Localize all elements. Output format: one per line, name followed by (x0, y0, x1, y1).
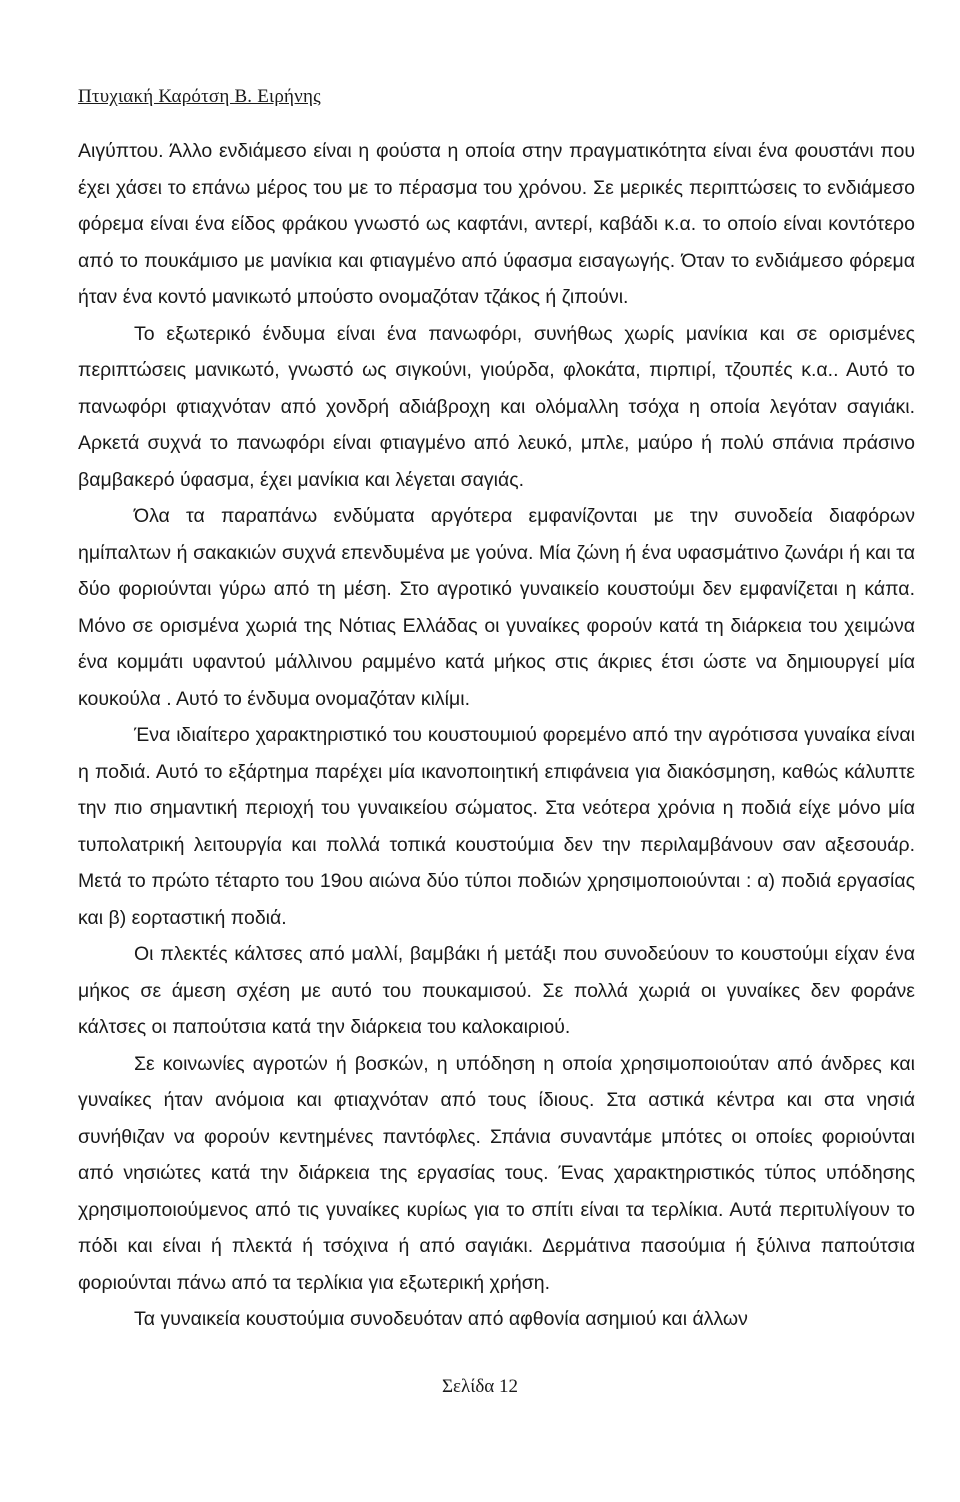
body-text (78, 133, 915, 1338)
paragraph: Ένα ιδιαίτερο χαρακτηριστικό του κουστουμιού φορεμένο από την αγρότισσα γυναίκα είναι η ποδιά. Αυτό το εξάρτημα παρέχει μία ικανοποιητική επιφάνεια για διακόσμηση, καθώς κάλυπτε την πιο σημαντική περιοχή του γυναικείου σώματος. Στα νεότερα χρόνια η ποδιά είχε μόνο μία τυπολατρική λειτουργία και πολλά τοπικά κουστούμια δεν την περιλαμβάνουν σαν αξεσουάρ. Μετά το πρώτο τέταρτο του 19ου αιώνα δύο τύποι ποδιών χρησιμοποιούνται : α) ποδιά εργασίας και β) εορταστική ποδιά. (78, 724, 915, 929)
paragraph: Σε κοινωνίες αγροτών ή βοσκών, η υπόδηση η οποία χρησιμοποιούταν από άνδρες και γυναίκες ήταν ανόμοια και φτιαχνόταν από τους ίδιους. Στα αστικά κέντρα και στα νησιά συνήθιζαν να φορούν κεντημένες παντόφλες. Σπάνια συναντάμε μπότες οι οποίες φοριούνται από νησιώτες κατά την διάρκεια της εργασίας τους. Ένας χαρακτηριστικός τύπος υπόδησης χρησιμοποιούμενος από τις γυναίκες κυρίως για το σπίτι είναι τα τερλίκια. Αυτά περιτυλίγουν το πόδι και είναι ή πλεκτά ή τσόχινα ή από σαγιάκι. Δερμάτινα πασούμια ή ξύλινα παπούτσια φοριούνται πάνω από τα τερλίκια για εξωτερική χρήση. (78, 1052, 915, 1294)
paragraph: Τα γυναικεία κουστούμια συνοδευόταν από αφθονία ασημιού και άλλων (134, 1308, 748, 1330)
paragraph: Το εξωτερικό ένδυμα είναι ένα πανωφόρι, συνήθως χωρίς μανίκια και σε ορισμένες περιπτώσεις μανικωτό, γνωστό ως σιγκούνι, γιούρδα, φλοκάτα, πιρπιρί, τζουπές κ.α.. Αυτό το πανωφόρι φτιαχνόταν από χονδρή αδιάβροχη και ολόμαλλη τσόχα η οποία λεγόταν σαγιάκι. Αρκετά συχνά το πανωφόρι είναι φτιαγμένο από λευκό, μπλε, μαύρο ή πολύ σπάνια πράσινο βαμβακερό ύφασμα, έχει μανίκια και λέγεται σαγιάς. (78, 322, 915, 491)
paragraph: Οι πλεκτές κάλτσες από μαλλί, βαμβάκι ή μετάξι που συνοδεύουν το κουστούμι είχαν ένα μήκος σε άμεση σχέση με αυτό του πουκαμισού. Σε πολλά χωριά οι γυναίκες δεν φοράνε κάλτσες οι παπούτσια κατά την διάρκεια του καλοκαιριού. (78, 943, 915, 1038)
paragraph-continued: Αιγύπτου. Άλλο ενδιάμεσο είναι η φούστα η οποία στην πραγματικότητα είναι ένα φουστάνι που έχει χάσει το επάνω μέρος του με το πέρασμα του χρόνου. Σε μερικές περιπτώσεις το ενδιάμεσο φόρεμα είναι ένα είδος φράκου γνωστό ως καφτάνι, αντερί, καβάδι κ.α. το οποίο είναι κοντότερο από το πουκάμισο με μανίκια και φτιαγμένο από ύφασμα εισαγωγής. Όταν το ενδιάμεσο φόρεμα ήταν ένα κοντό μανικωτό μπούστο ονομαζόταν τζάκος ή ζιπούνι. (78, 140, 915, 308)
page-number: Σελίδα 12 (441, 1376, 519, 1397)
running-header: Πτυχιακή Καρότση Β. Ειρήνης (78, 86, 321, 107)
paragraph: Όλα τα παραπάνω ενδύματα αργότερα εμφανίζονται με την συνοδεία διαφόρων ημίπαλτων ή σακακιών συχνά επενδυμένα με γούνα. Μία ζώνη ή ένα υφασμάτινο ζωνάρι ή και τα δύο φοριούνται γύρω από τη μέση. Στο αγροτικό γυναικείο κουστούμι δεν εμφανίζεται η κάπα. Μόνο σε ορισμένα χωριά της Νότιας Ελλάδας οι γυναίκες φορούν κατά τη διάρκεια του χειμώνα ένα κομμάτι υφαντού μάλλινου ραμμένο κατά μήκος στις άκριες έτσι ώστε να δημιουργεί μία κουκούλα . Αυτό το ένδυμα ονομαζόταν κιλίμι. (78, 505, 915, 710)
